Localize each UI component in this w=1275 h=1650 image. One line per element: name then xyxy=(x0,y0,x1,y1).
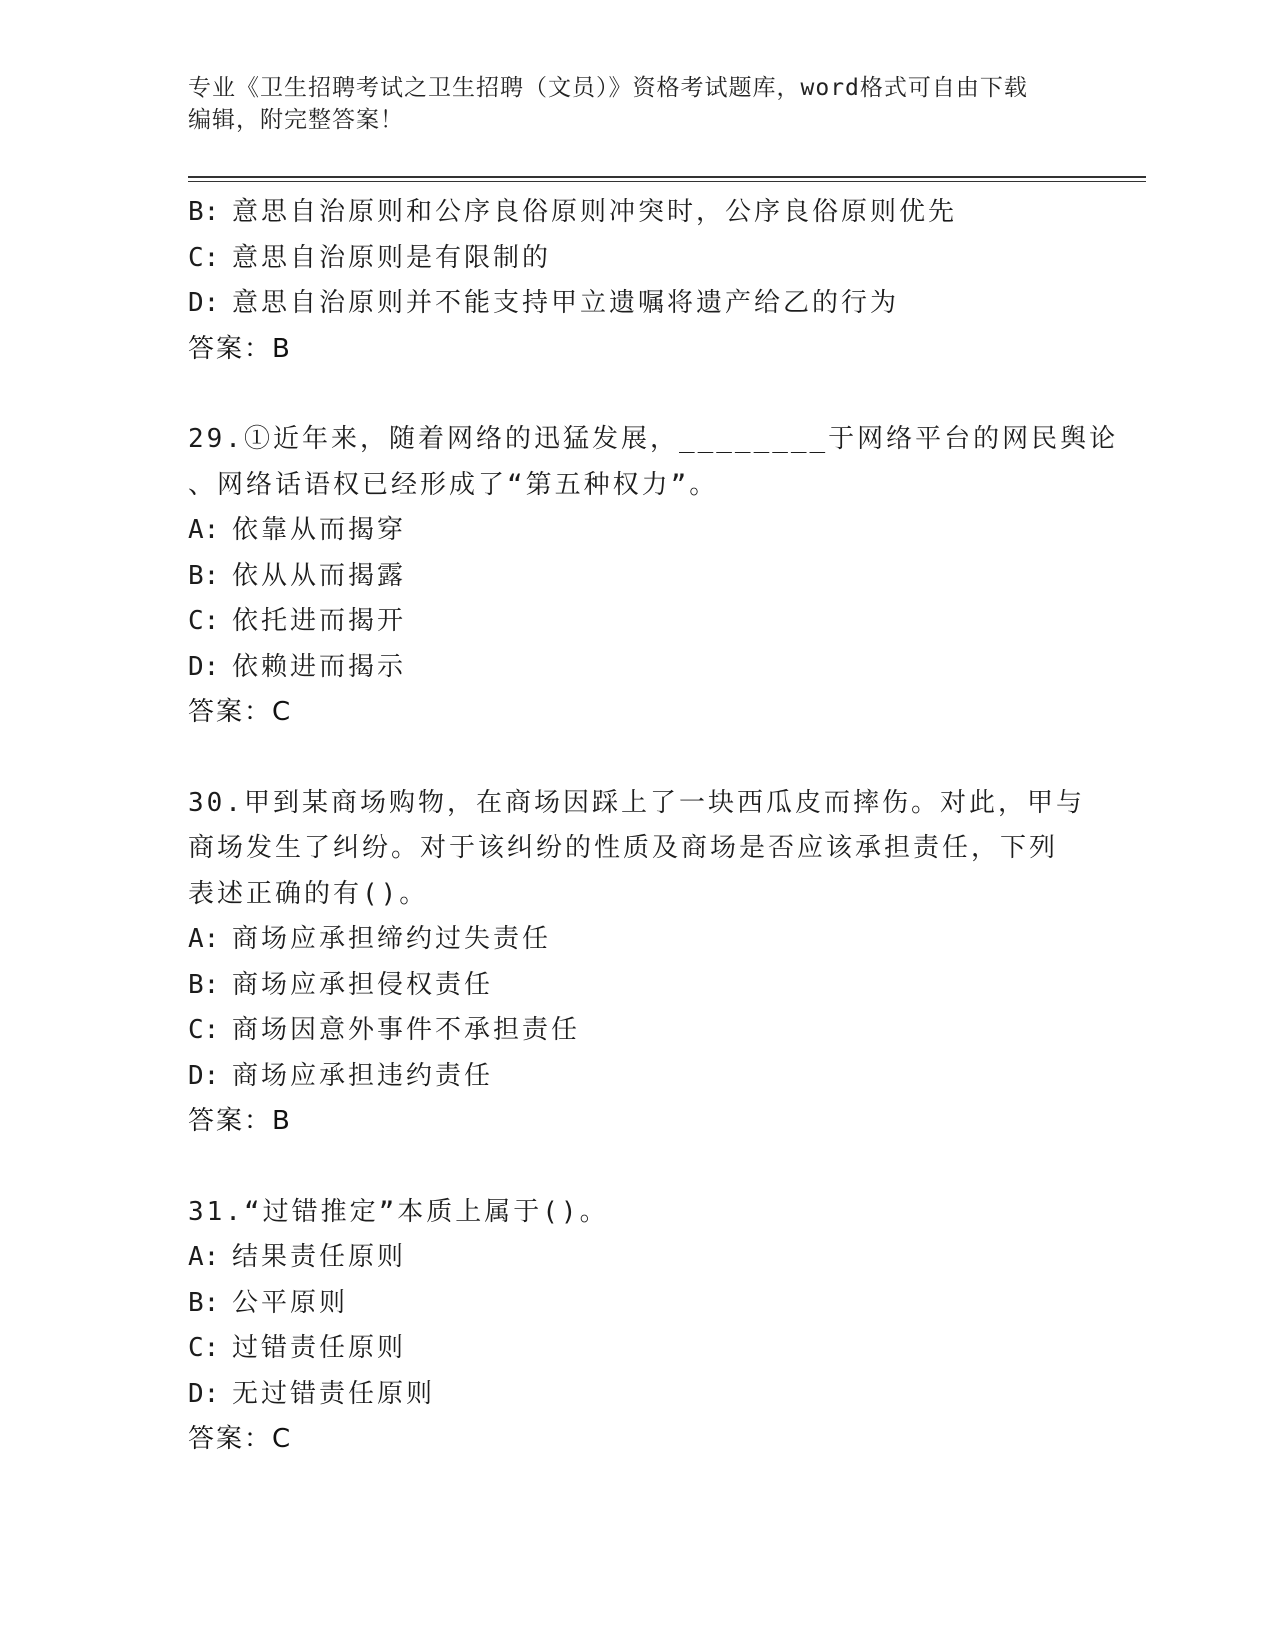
option-text: 意思自治原则是有限制的 xyxy=(232,242,552,273)
option-d xyxy=(188,281,1088,327)
option-b xyxy=(188,190,1088,236)
option-a xyxy=(188,917,1088,963)
option-text: 依从从而揭露 xyxy=(232,560,407,591)
spacer xyxy=(188,1145,1088,1190)
option-text: 意思自治原则并不能支持甲立遗嘱将遗产给乙的行为 xyxy=(232,288,900,318)
answer-line: 答案：B xyxy=(188,1106,292,1136)
option-d xyxy=(188,645,1088,691)
option-letter: B: xyxy=(188,197,220,227)
option-b xyxy=(188,1281,1088,1327)
question-28-continued xyxy=(188,190,1088,372)
document-header xyxy=(188,72,1068,136)
option-c xyxy=(188,1326,1088,1372)
option-text: 过错责任原则 xyxy=(232,1333,407,1363)
option-letter: D: xyxy=(188,651,220,682)
option-text: 商场应承担缔约过失责任 xyxy=(232,924,552,954)
question-30 xyxy=(188,781,1088,1145)
option-b xyxy=(188,554,1088,600)
question-stem-line: 29.①近年来，随着网络的迅猛发展，________于网络平台的网民舆论 xyxy=(188,424,1119,454)
header-divider-thick xyxy=(188,176,1146,178)
option-letter: C: xyxy=(188,1333,220,1363)
spacer xyxy=(188,372,1088,417)
option-c xyxy=(188,1008,1088,1054)
option-text: 依赖进而揭示 xyxy=(232,651,407,682)
question-stem-line: 、网络话语权已经形成了“第五种权力”。 xyxy=(188,469,719,500)
option-letter: B: xyxy=(188,560,220,591)
header-divider-thin xyxy=(188,181,1146,182)
answer-line: 答案：C xyxy=(188,697,293,727)
question-stem-line: 30.甲到某商场购物，在商场因踩上了一块西瓜皮而摔伤。对此，甲与 xyxy=(188,787,1085,818)
header-line-2: 编辑，附完整答案！ xyxy=(188,107,404,133)
option-text: 依托进而揭开 xyxy=(232,606,407,636)
option-letter: D: xyxy=(188,1378,220,1409)
question-29 xyxy=(188,417,1119,736)
option-text: 商场因意外事件不承担责任 xyxy=(232,1015,581,1045)
spacer xyxy=(188,736,1088,781)
option-text: 依靠从而揭穿 xyxy=(232,515,407,545)
option-letter: A: xyxy=(188,515,220,545)
option-text: 结果责任原则 xyxy=(232,1242,407,1272)
option-text: 意思自治原则和公序良俗原则冲突时，公序良俗原则优先 xyxy=(232,197,958,227)
question-list xyxy=(188,190,1119,1463)
answer-line: 答案：C xyxy=(188,1424,293,1454)
question-31 xyxy=(188,1190,1088,1463)
question-stem-line: 表述正确的有()。 xyxy=(188,878,429,909)
option-d xyxy=(188,1054,1088,1100)
option-letter: C: xyxy=(188,1015,220,1045)
option-text: 公平原则 xyxy=(232,1287,349,1318)
option-letter: A: xyxy=(188,1242,220,1272)
option-b xyxy=(188,963,1088,1009)
option-a xyxy=(188,508,1088,554)
option-letter: D: xyxy=(188,1060,220,1091)
option-d xyxy=(188,1372,1088,1418)
question-stem-line: 31.“过错推定”本质上属于()。 xyxy=(188,1196,609,1227)
option-letter: C: xyxy=(188,242,220,273)
option-text: 商场应承担违约责任 xyxy=(232,1060,494,1091)
option-letter: B: xyxy=(188,969,220,1000)
option-letter: B: xyxy=(188,1287,220,1318)
option-a xyxy=(188,1235,1088,1281)
option-text: 无过错责任原则 xyxy=(232,1378,436,1409)
option-c xyxy=(188,599,1088,645)
question-stem-line: 商场发生了纠纷。对于该纠纷的性质及商场是否应该承担责任，下列 xyxy=(188,833,1059,863)
header-line-1: 专业《卫生招聘考试之卫生招聘（文员）》资格考试题库，word格式可自由下载 xyxy=(188,75,1028,101)
option-letter: D: xyxy=(188,288,220,318)
option-letter: C: xyxy=(188,606,220,636)
option-c xyxy=(188,236,1088,282)
option-letter: A: xyxy=(188,924,220,954)
option-text: 商场应承担侵权责任 xyxy=(232,969,494,1000)
answer-line: 答案：B xyxy=(188,333,292,364)
